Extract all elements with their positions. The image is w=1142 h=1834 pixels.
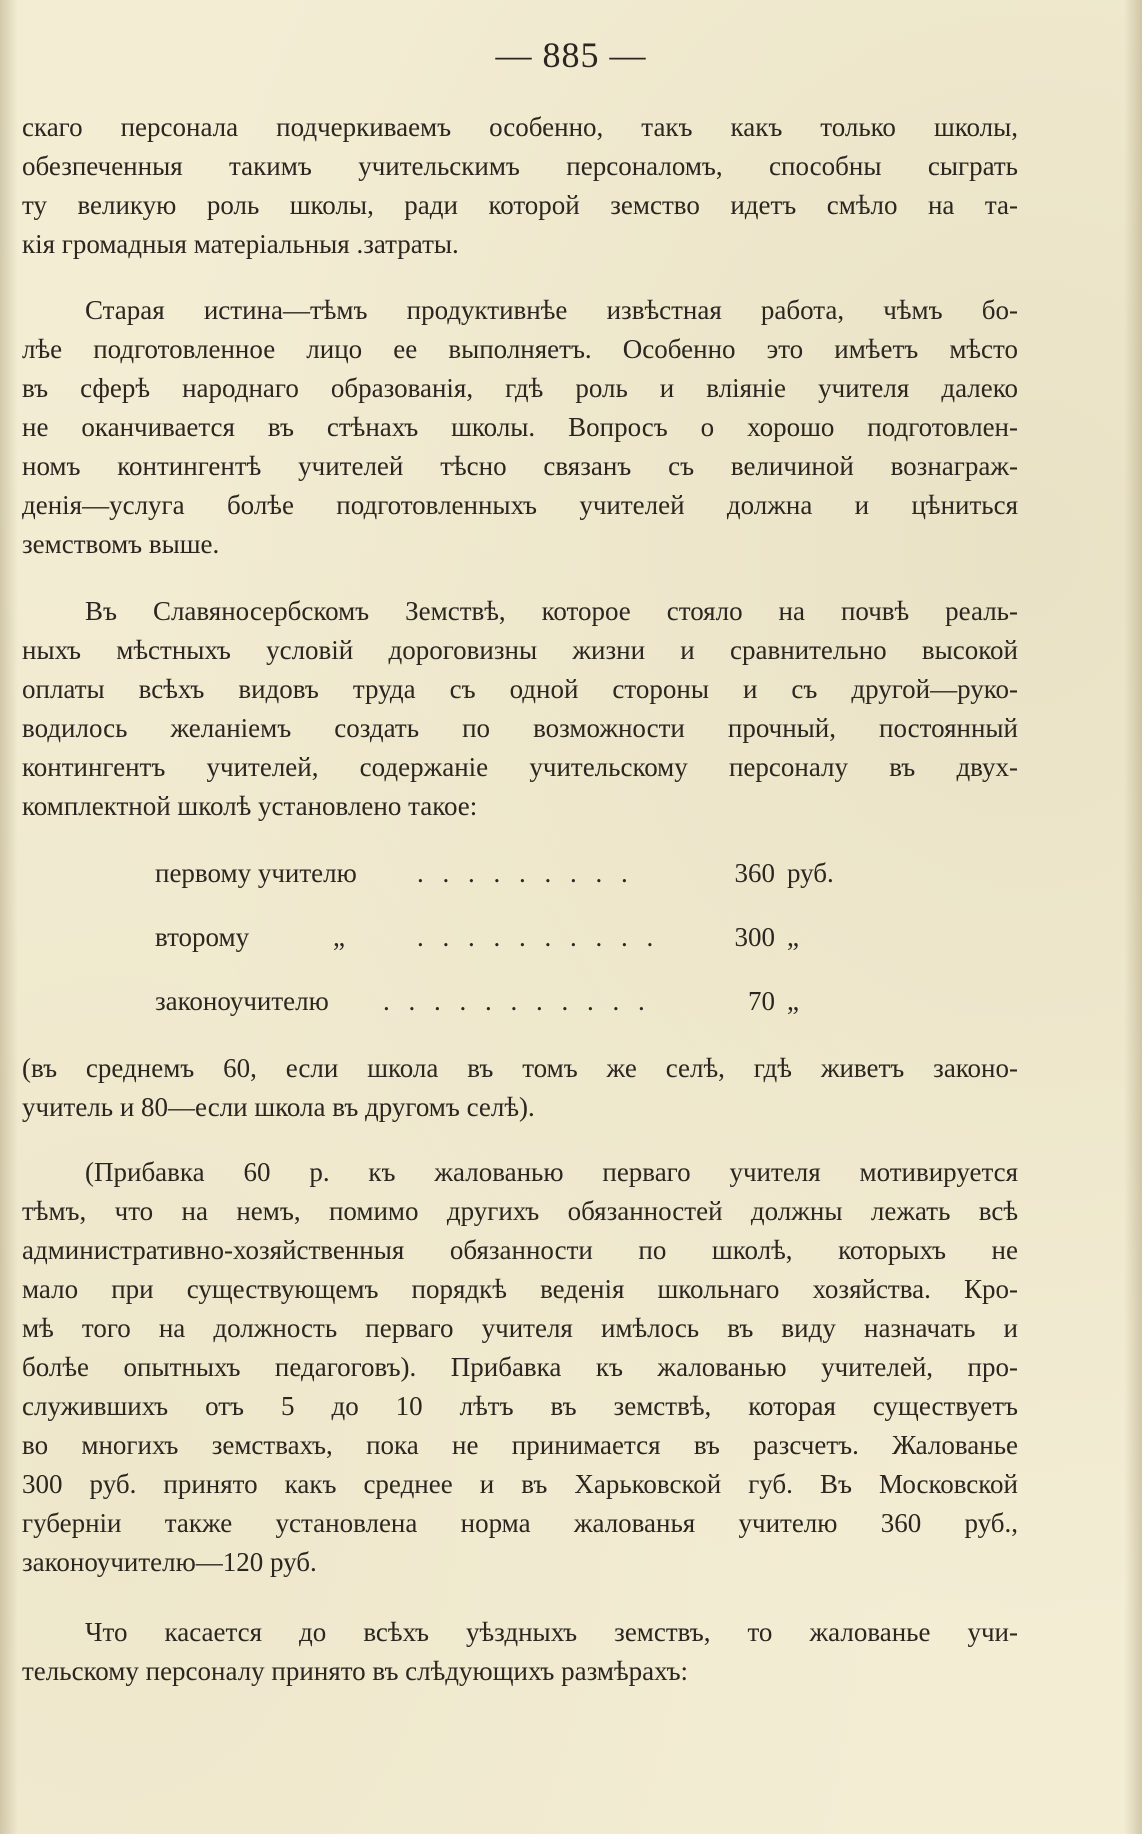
text-line: (Прибавка 60 р. къ жалованью перваго учителя мотивируется: [85, 1157, 1018, 1187]
text-line: тѣмъ, что на немъ, помимо другихъ обязанностей должны лежать всѣ: [22, 1196, 1018, 1226]
text-line: административно-хозяйственныя обязанности по школѣ, которыхъ не: [22, 1235, 1018, 1265]
salary-label: второму: [155, 922, 250, 952]
text-line: Старая истина—тѣмъ продуктивнѣе извѣстная работа, чѣмъ бо-: [85, 295, 1018, 325]
text-line: обезпеченныя такимъ учительскимъ персоналомъ, способны сыграть: [22, 151, 1018, 181]
page-number: — 885 —: [495, 35, 647, 75]
salary-amount: 300: [734, 922, 775, 952]
text-line: ту великую роль школы, ради которой земство идетъ смѣло на та-: [22, 190, 1018, 220]
text-line: 300 руб. принято какъ среднее и въ Харьковской губ. Въ Московской: [22, 1469, 1018, 1499]
paragraph-4: [22, 1049, 1018, 1127]
text-line: скаго персонала подчеркиваемъ особенно, такъ какъ только школы,: [22, 112, 1018, 142]
salary-unit: „: [787, 986, 799, 1016]
page-edge-left: [0, 0, 18, 1834]
text-line: болѣе опытныхъ педагоговъ). Прибавка къ жалованью учителей, про-: [22, 1352, 1018, 1382]
salary-amount: 360: [734, 858, 775, 888]
paragraph-5: [22, 1153, 1018, 1582]
leader-dots: . . . . . . . . .: [417, 858, 634, 888]
text-line: комплектной школѣ установлено такое:: [22, 791, 478, 821]
text-line: оплаты всѣхъ видовъ труда съ одной стороны и съ другой—руко-: [22, 674, 1018, 704]
page-edge-right: [1124, 0, 1142, 1834]
text-line: водилось желаніемъ создать по возможности прочный, постоянный: [22, 713, 1018, 743]
text-line: служившихъ отъ 5 до 10 лѣтъ въ земствѣ, которая существуетъ: [22, 1391, 1018, 1421]
salary-row-second-teacher: [155, 922, 835, 962]
text-line: денія—услуга болѣе подготовленныхъ учителей должна и цѣниться: [22, 490, 1018, 520]
text-line: кія громадныя матеріальныя .затраты.: [22, 229, 459, 259]
text-line: (въ среднемъ 60, если школа въ томъ же селѣ, гдѣ живетъ законо-: [22, 1053, 1018, 1083]
salary-amount: 70: [748, 986, 775, 1016]
ditto-mark: „: [333, 922, 345, 952]
text-line: контингентъ учителей, содержаніе учительскому персоналу въ двух-: [22, 752, 1018, 782]
text-line: въ сферѣ народнаго образованія, гдѣ роль и вліяніе учителя далеко: [22, 373, 1018, 403]
text-line: лѣе подготовленное лицо ее выполняетъ. Особенно это имѣетъ мѣсто: [22, 334, 1018, 364]
text-line: мало при существующемъ порядкѣ веденія школьнаго хозяйства. Кро-: [22, 1274, 1018, 1304]
leader-dots: . . . . . . . . . . .: [383, 986, 651, 1016]
text-line: губерніи также установлена норма жалованья учителю 360 руб.,: [22, 1508, 1018, 1538]
text-line: номъ контингентѣ учителей тѣсно связанъ съ величиной вознаграж-: [22, 451, 1018, 481]
text-line: Въ Славяносербскомъ Земствѣ, которое стояло на почвѣ реаль-: [85, 596, 1018, 626]
text-line: ныхъ мѣстныхъ условій дороговизны жизни и сравнительно высокой: [22, 635, 1018, 665]
text-line: во многихъ земствахъ, пока не принимается въ разсчетъ. Жалованье: [22, 1430, 1018, 1460]
paragraph-2: [22, 291, 1018, 564]
text-line: мѣ того на должность перваго учителя имѣлось въ виду назначать и: [22, 1313, 1018, 1343]
leader-dots: . . . . . . . . . .: [417, 922, 660, 952]
text-line: не оканчивается въ стѣнахъ школы. Вопросъ о хорошо подготовлен-: [22, 412, 1018, 442]
salary-label: первому учителю: [155, 858, 357, 888]
salary-label: законоучителю: [155, 986, 329, 1016]
salary-unit: „: [787, 922, 799, 952]
text-line: учитель и 80—если школа въ другомъ селѣ).: [22, 1092, 535, 1122]
text-line: земствомъ выше.: [22, 529, 220, 559]
salary-row-religion-teacher: [155, 986, 835, 1026]
paragraph-3: [22, 592, 1018, 826]
salary-row-first-teacher: [155, 858, 835, 898]
text-line: Что касается до всѣхъ уѣздныхъ земствъ, то жалованье учи-: [85, 1617, 1018, 1647]
salary-unit: руб.: [787, 858, 834, 888]
text-line: законоучителю—120 руб.: [22, 1547, 317, 1577]
paragraph-1: [22, 108, 1018, 264]
text-line: тельскому персоналу принято въ слѣдующихъ размѣрахъ:: [22, 1656, 689, 1686]
paragraph-6: [22, 1613, 1018, 1691]
